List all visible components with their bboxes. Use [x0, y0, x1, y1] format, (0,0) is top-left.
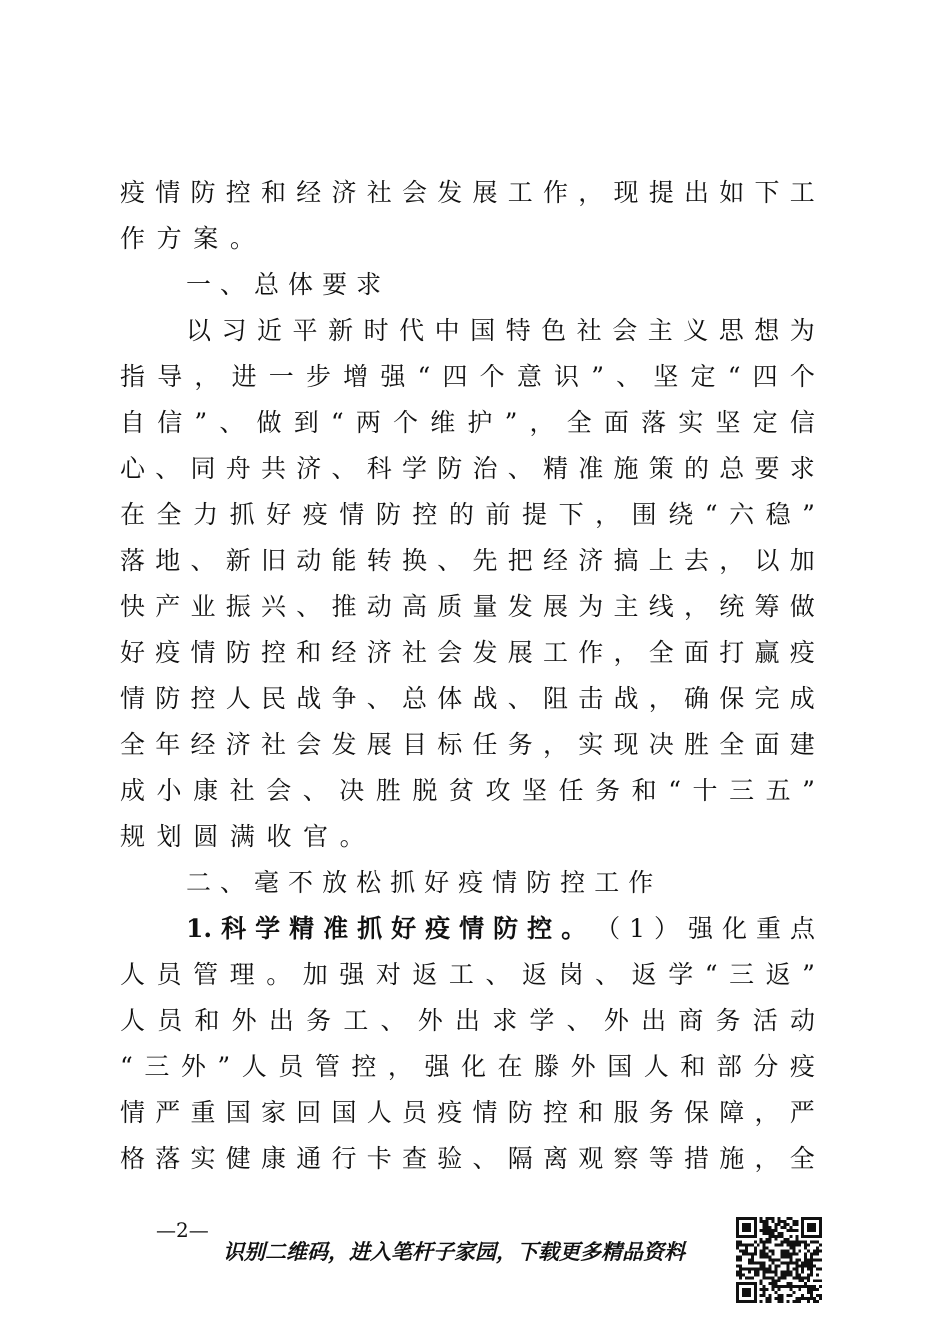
- text-line: 心 、 同 舟 共 济 、 科 学 防 治 、 精 准 施 策 的 总 要 求: [120, 454, 815, 483]
- qr-code-icon[interactable]: [736, 1217, 822, 1303]
- page-number: —2—: [156, 1218, 209, 1242]
- body-text: [120, 170, 815, 1182]
- text-line: 在 全 力 抓 好 疫 情 防 控 的 前 提 下 ， 围 绕 “ 六 稳 ”: [120, 500, 815, 529]
- text-line: 人 员 和 外 出 务 工 、 外 出 求 学 、 外 出 商 务 活 动: [120, 1006, 815, 1035]
- text-line: 情 防 控 人 民 战 争 、 总 体 战 、 阻 击 战 ， 确 保 完 成: [120, 684, 815, 713]
- text-line: 格 落 实 健 康 通 行 卡 查 验 、 隔 离 观 察 等 措 施 ， 全: [120, 1144, 815, 1173]
- text-line: 全 年 经 济 社 会 发 展 目 标 任 务 ， 实 现 决 胜 全 面 建: [120, 730, 815, 759]
- text-line: 成 小 康 社 会 、 决 胜 脱 贫 攻 坚 任 务 和 “ 十 三 五 ”: [120, 776, 815, 805]
- text-line: 1. 科 学 精 准 抓 好 疫 情 防 控 。 （ 1 ） 强 化 重 点: [186, 914, 815, 943]
- text-line: 二 、 毫 不 放 松 抓 好 疫 情 防 控 工 作: [186, 868, 654, 897]
- text-line: 一 、 总 体 要 求: [186, 270, 382, 299]
- text-line: 规 划 圆 满 收 官 。: [120, 822, 365, 851]
- text-line: 人 员 管 理 。 加 强 对 返 工 、 返 岗 、 返 学 “ 三 返 ”: [120, 960, 815, 989]
- text-line: 自 信 ” 、 做 到 “ 两 个 维 护 ” ， 全 面 落 实 坚 定 信: [120, 408, 815, 437]
- text-line: 情 严 重 国 家 回 国 人 员 疫 情 防 控 和 服 务 保 障 ， 严: [120, 1098, 815, 1127]
- text-line: 指 导 ， 进 一 步 增 强 “ 四 个 意 识 ” 、 坚 定 “ 四 个: [120, 362, 815, 391]
- text-line: 好 疫 情 防 控 和 经 济 社 会 发 展 工 作 ， 全 面 打 赢 疫: [120, 638, 815, 667]
- text-line: “ 三 外 ” 人 员 管 控 ， 强 化 在 滕 外 国 人 和 部 分 疫: [120, 1052, 815, 1081]
- text-line: 以 习 近 平 新 时 代 中 国 特 色 社 会 主 义 思 想 为: [186, 316, 815, 345]
- text-line: 落 地 、 新 旧 动 能 转 换 、 先 把 经 济 搞 上 去 ， 以 加: [120, 546, 815, 575]
- footer-note: 识别二维码，进入笔杆子家园，下载更多精品资料: [223, 1239, 685, 1264]
- text-line: 疫 情 防 控 和 经 济 社 会 发 展 工 作 ， 现 提 出 如 下 工: [120, 178, 815, 207]
- text-line: 快 产 业 振 兴 、 推 动 高 质 量 发 展 为 主 线 ， 统 筹 做: [120, 592, 815, 621]
- text-line: 作 方 案 。: [120, 224, 255, 253]
